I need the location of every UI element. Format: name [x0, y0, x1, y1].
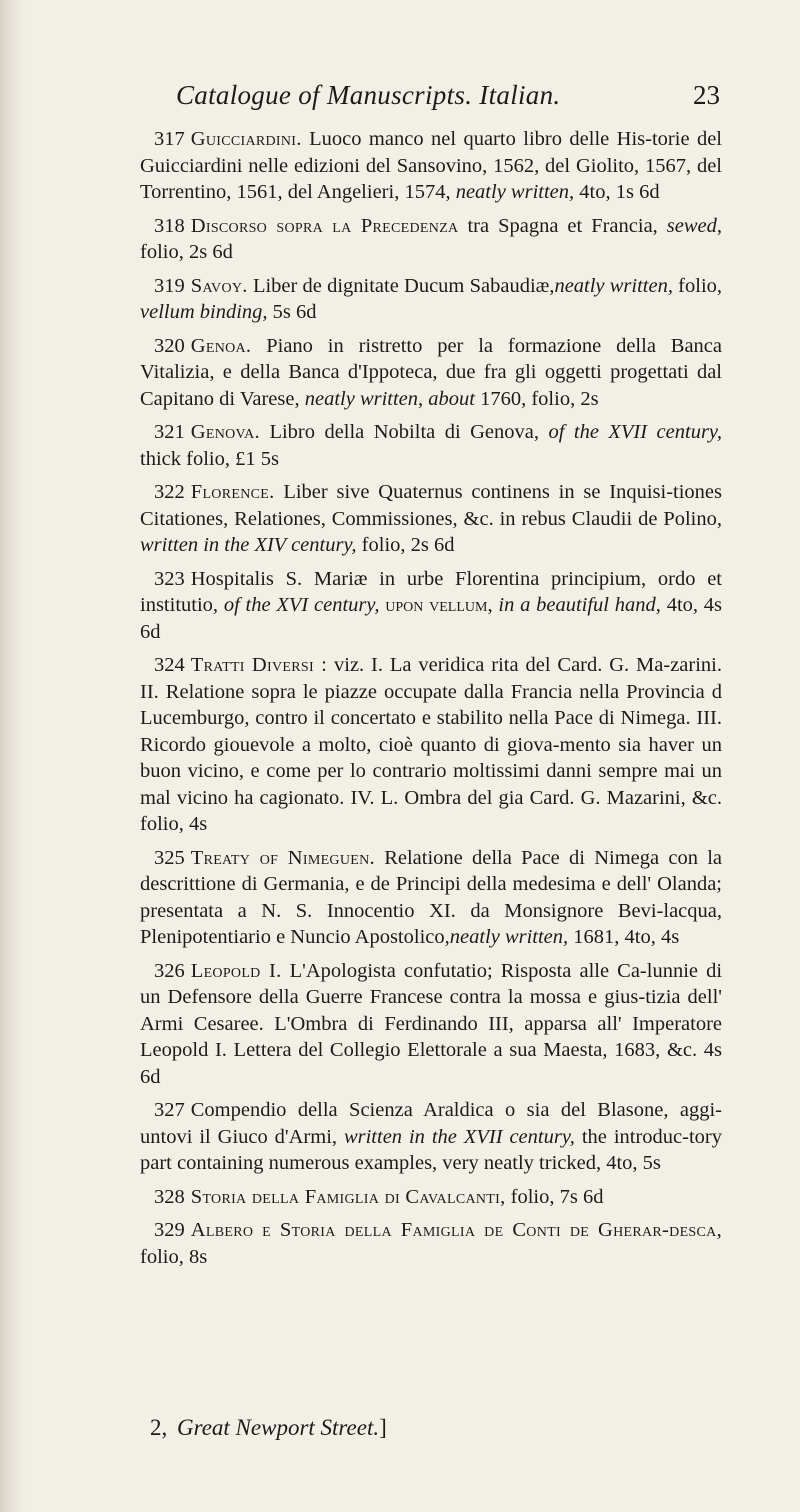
entry-text: Liber sive Quaternus continens in se Inquisi-tiones Citationes, Relationes, Commissiones, &c. in rebus Claudii de Polino,	[140, 481, 722, 530]
entry-text: Compendio della Scienza Araldica o sia del Blasone, aggi-untovi il Giuco d'Armi,	[140, 1099, 722, 1148]
entry-mid: folio,	[678, 274, 723, 297]
footer-bracket: ]	[379, 1415, 387, 1440]
entry-text: Piano in ristretto per la formazione della Banca Vitalizia, e della Banca d'Ippoteca, due fra gli oggetti progettati dal Capitano di Varese,	[140, 334, 722, 410]
entry-text: Hospitalis S. Mariæ in urbe Florentina principium, ordo et institutio,	[140, 567, 722, 616]
catalogue-entry	[140, 419, 722, 472]
catalogue-entry	[140, 1097, 722, 1177]
entry-heading: Tratti Diversi :	[190, 654, 328, 676]
entry-number: 317	[154, 128, 185, 150]
catalogue-entry	[140, 566, 722, 646]
catalogue-entry	[140, 652, 722, 838]
entry-mid: upon vellum,	[385, 594, 493, 616]
entry-tail: folio, 2s 6d	[361, 534, 455, 556]
running-head-title: Catalogue of Manuscripts. Italian.	[176, 80, 561, 110]
entry-heading: Savoy.	[190, 274, 248, 297]
entry-heading: Genoa.	[190, 334, 252, 357]
entry-number: 322	[154, 481, 185, 503]
page-footer-imprint	[150, 1415, 387, 1441]
entry-text: Liber de dignitate Ducum Sabaudiæ,	[252, 274, 555, 297]
entry-number: 321	[154, 421, 185, 443]
catalogue-entry	[140, 958, 722, 1091]
entry-text: viz. I. La veridica rita del Card. G. Ma-zarini. II. Relatione sopra le piazze occupate dalla Francia nella Provincia d Lucemburgo, contro il concertato e stabilito nella Pace di Nimega. III. Ricordo giouevole a molto, cioè quanto di giova-mento sia haver un buon vicino, e come per lo contrario moltissimi danni sempre mai un mal vicino ha cagionato. IV. L. Ombra del gia Card. G. Mazarini, &c. folio, 4s	[140, 654, 722, 835]
entry-number: 319	[154, 274, 185, 297]
entry-italic: neatly written, about	[304, 387, 475, 410]
footer-street: Great Newport Street.	[177, 1415, 380, 1440]
catalogue-entry	[140, 213, 722, 266]
entry-heading: Florence.	[190, 481, 275, 503]
entry-number: 323	[154, 567, 185, 590]
entry-italic: written in the XIV century,	[140, 534, 357, 556]
entry-tail: 4to, 4s 6d	[140, 594, 723, 643]
entry-text: Luoco manco nel quarto libro delle His-torie del Guicciardini nelle edizioni del Sansovino, 1562, del Giolito, 1567, del Torrentino, 1561, del Angelieri, 1574,	[140, 128, 723, 203]
entry-heading: Storia della Famiglia di Cavalcanti,	[190, 1185, 506, 1208]
entry-italic: sewed,	[666, 214, 723, 237]
entry-tail: folio, 2s 6d	[140, 241, 233, 263]
entry-tail: thick folio, £1 5s	[140, 447, 279, 470]
entry-number: 329	[154, 1219, 185, 1241]
entry-heading: Discorso sopra la Precedenza	[190, 214, 459, 237]
entry-italic: written in the XVII century,	[343, 1125, 575, 1148]
catalogue-entry	[140, 1184, 722, 1211]
catalogue-entry	[140, 1217, 722, 1270]
entry-heading: Albero e Storia della Famiglia de Conti de Gherar-desca,	[190, 1219, 722, 1241]
entry-tail: 1760, folio, 2s	[480, 387, 599, 410]
entry-tail: 4to, 1s 6d	[579, 181, 660, 203]
entry-heading: Treaty of Nimeguen.	[190, 846, 375, 869]
entry-number: 320	[154, 334, 185, 357]
entry-heading: Guicciardini.	[190, 128, 302, 150]
entry-number: 326	[154, 959, 185, 982]
entry-text: tra Spagna et Francia,	[467, 214, 658, 237]
catalogue-entry	[140, 845, 722, 951]
entry-italic: of the XVII century,	[548, 421, 723, 443]
entry-italic-second: in a beautiful hand,	[498, 594, 661, 616]
entry-text: Relatione della Pace di Nimega con la descrittione di Germania, e de Principi della medesima e dell' Olanda; presentata a N. S. Innocentio XI. da Monsignore Bevi-lacqua, Plenipotentiario e Nuncio Apostolico,	[140, 846, 722, 948]
entry-tail: 5s 6d	[272, 301, 317, 323]
entry-italic: of the XVI century,	[223, 594, 380, 616]
page-gutter-shadow	[0, 0, 26, 1512]
entry-text: folio, 7s 6d	[510, 1185, 604, 1208]
entry-number: 328	[154, 1185, 185, 1208]
footer-number: 2,	[150, 1415, 168, 1440]
entry-italic-second: vellum binding,	[140, 301, 268, 323]
catalogue-entry	[140, 273, 722, 326]
page-number: 23	[693, 80, 720, 110]
running-head	[176, 80, 720, 120]
catalogue-entry	[140, 126, 722, 206]
entry-tail: 1681, 4to, 4s	[573, 926, 680, 948]
catalogue-entries	[140, 126, 722, 1277]
entry-heading: Genova.	[190, 421, 260, 443]
entry-italic: neatly written,	[449, 926, 569, 948]
entry-text: L'Apologista confutatio; Risposta alle Ca-lunnie di un Defensore della Guerre Francese contra la mossa e gius-tizia dell' Armi Cesaree. L'Ombra di Ferdinando III, apparsa all' Imperatore Leopold I. Lettera del Collegio Elettorale a sua Maesta, 1683, &c. 4s 6d	[140, 959, 723, 1088]
entry-text: Libro della Nobilta di Genova,	[269, 421, 539, 443]
catalogue-entry	[140, 479, 722, 559]
entry-tail: the introduc-tory part containing numerous examples, very neatly tricked, 4to, 5s	[140, 1125, 722, 1174]
entry-number: 324	[154, 654, 185, 676]
entry-number: 325	[154, 846, 185, 869]
entry-heading: Leopold I.	[190, 959, 282, 982]
catalogue-entry	[140, 333, 722, 413]
entry-number: 318	[154, 214, 185, 237]
entry-number: 327	[154, 1099, 185, 1121]
entry-italic: neatly written,	[554, 274, 673, 297]
entry-text: folio, 8s	[140, 1245, 208, 1268]
entry-italic: neatly written,	[455, 181, 575, 203]
